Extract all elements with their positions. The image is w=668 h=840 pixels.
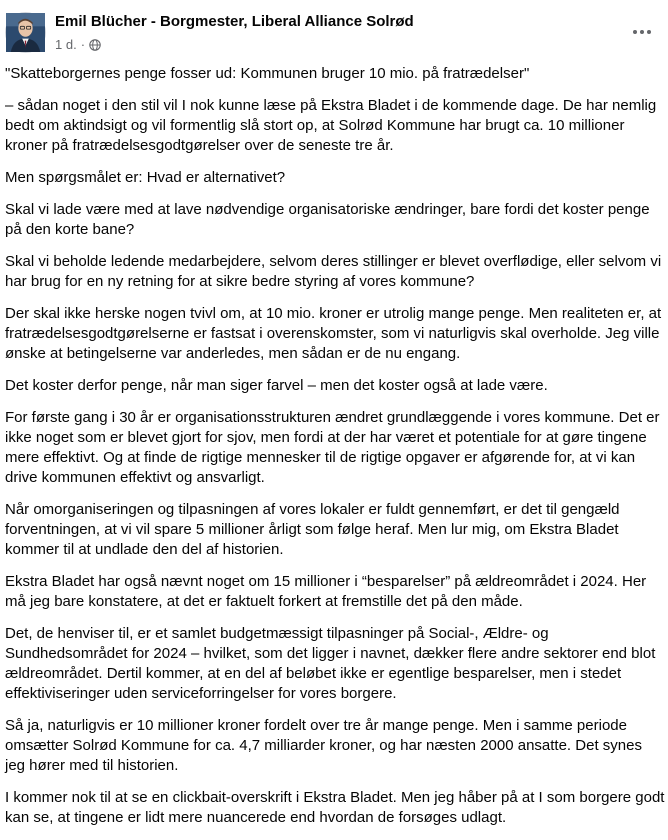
post-paragraph: Skal vi beholde ledende medarbejdere, selvom deres stillinger er blevet overflødige, eller selvom vi har brug for en ny retning for at sikre bedre styring af vores kommune? <box>5 253 662 290</box>
meta-separator: · <box>80 37 86 52</box>
post-paragraph: I kommer nok til at se en clickbait-overskrift i Ekstra Bladet. Men jeg håber på at I som borgere godt kan se, at tingene er lidt mere nuancerede end hvordan de forsøges udlagt. <box>5 789 665 826</box>
post-paragraph: Der skal ikke herske nogen tvivl om, at 10 mio. kroner er utrolig mange penge. Men realiteten er, at fratrædelsesgodtgørelserne er fastsat i overenskomster, som vi naturligvis skal overholde. Jeg ville ønske at betingelserne var anderledes, men sådan er de nu engang. <box>5 305 662 362</box>
post-paragraph: Når omorganiseringen og tilpasningen af vores lokaler er fuldt gennemført, er det til gengæld forventningen, at vi vil spare 5 millioner årligt som følge heraf. Men lur mig, om Ekstra Bladet kommer til at undlade den del af historien. <box>5 501 620 558</box>
post-paragraph: "Skatteborgernes penge fosser ud: Kommunen bruger 10 mio. på fratrædelser" <box>5 65 530 82</box>
post-paragraph: Det, de henviser til, er et samlet budgetmæssigt tilpasninger på Social-, Ældre- og Sundhedsområdet for 2024 – hvilket, som det ligger i navnet, dækker flere andre sektorer end blot ældreområdet. Dertil kommer, at en del af beløbet ikke er egentlige besparelser, men i stedet effektiviseringer uden serviceforringelser for vores borgere. <box>5 625 656 702</box>
post-paragraph: – sådan noget i den stil vil I nok kunne læse på Ekstra Bladet i de kommende dage. De har nemlig bedt om aktindsigt og vil formentlig slå stort op, at Solrød Kommune har brugt ca. 10 millioner kroner på fratrædelsesgodtgørelser over de seneste tre år. <box>5 97 657 154</box>
post-meta <box>55 37 101 52</box>
post-paragraph: Men spørgsmålet er: Hvad er alternativet? <box>5 169 286 186</box>
author-name[interactable]: Emil Blücher - Borgmester, Liberal Alliance Solrød <box>55 13 414 30</box>
globe-icon[interactable] <box>89 39 101 51</box>
avatar-image <box>6 13 45 52</box>
post-timestamp[interactable]: 1 d. <box>55 37 77 52</box>
post-header <box>0 0 668 62</box>
post-paragraph: Skal vi lade være med at lave nødvendige organisatoriske ændringer, bare fordi det koster penge på den korte bane? <box>5 201 650 238</box>
author-avatar[interactable] <box>5 12 46 53</box>
more-options-button[interactable] <box>624 18 660 46</box>
post-paragraph: Ekstra Bladet har også nævnt noget om 15 millioner i “besparelser” på ældreområdet i 2024. Her må jeg bare konstatere, at det er faktuelt forkert at fremstille det på den måde. <box>5 573 647 610</box>
post-paragraph: Så ja, naturligvis er 10 millioner kroner fordelt over tre år mange penge. Men i samme periode omsætter Solrød Kommune for ca. 4,7 milliarder kroner, og har næsten 2000 ansatte. Det synes jeg hører med til historien. <box>5 717 642 774</box>
more-options-icon <box>633 30 637 34</box>
post-paragraph: For første gang i 30 år er organisationsstrukturen ændret grundlæggende i vores kommune. Det er ikke noget som er blevet gjort for sjov, men fordi at der har været et potentiale for at gøre tingene mere effektivt. Og at finde de rigtige mennesker til de rigtige opgaver er afgørende for, at vi kan drive kommunen effektivt og ansvarligt. <box>5 409 660 486</box>
post-body <box>5 64 665 840</box>
post-paragraph: Det koster derfor penge, når man siger farvel – men det koster også at lade være. <box>5 377 548 394</box>
